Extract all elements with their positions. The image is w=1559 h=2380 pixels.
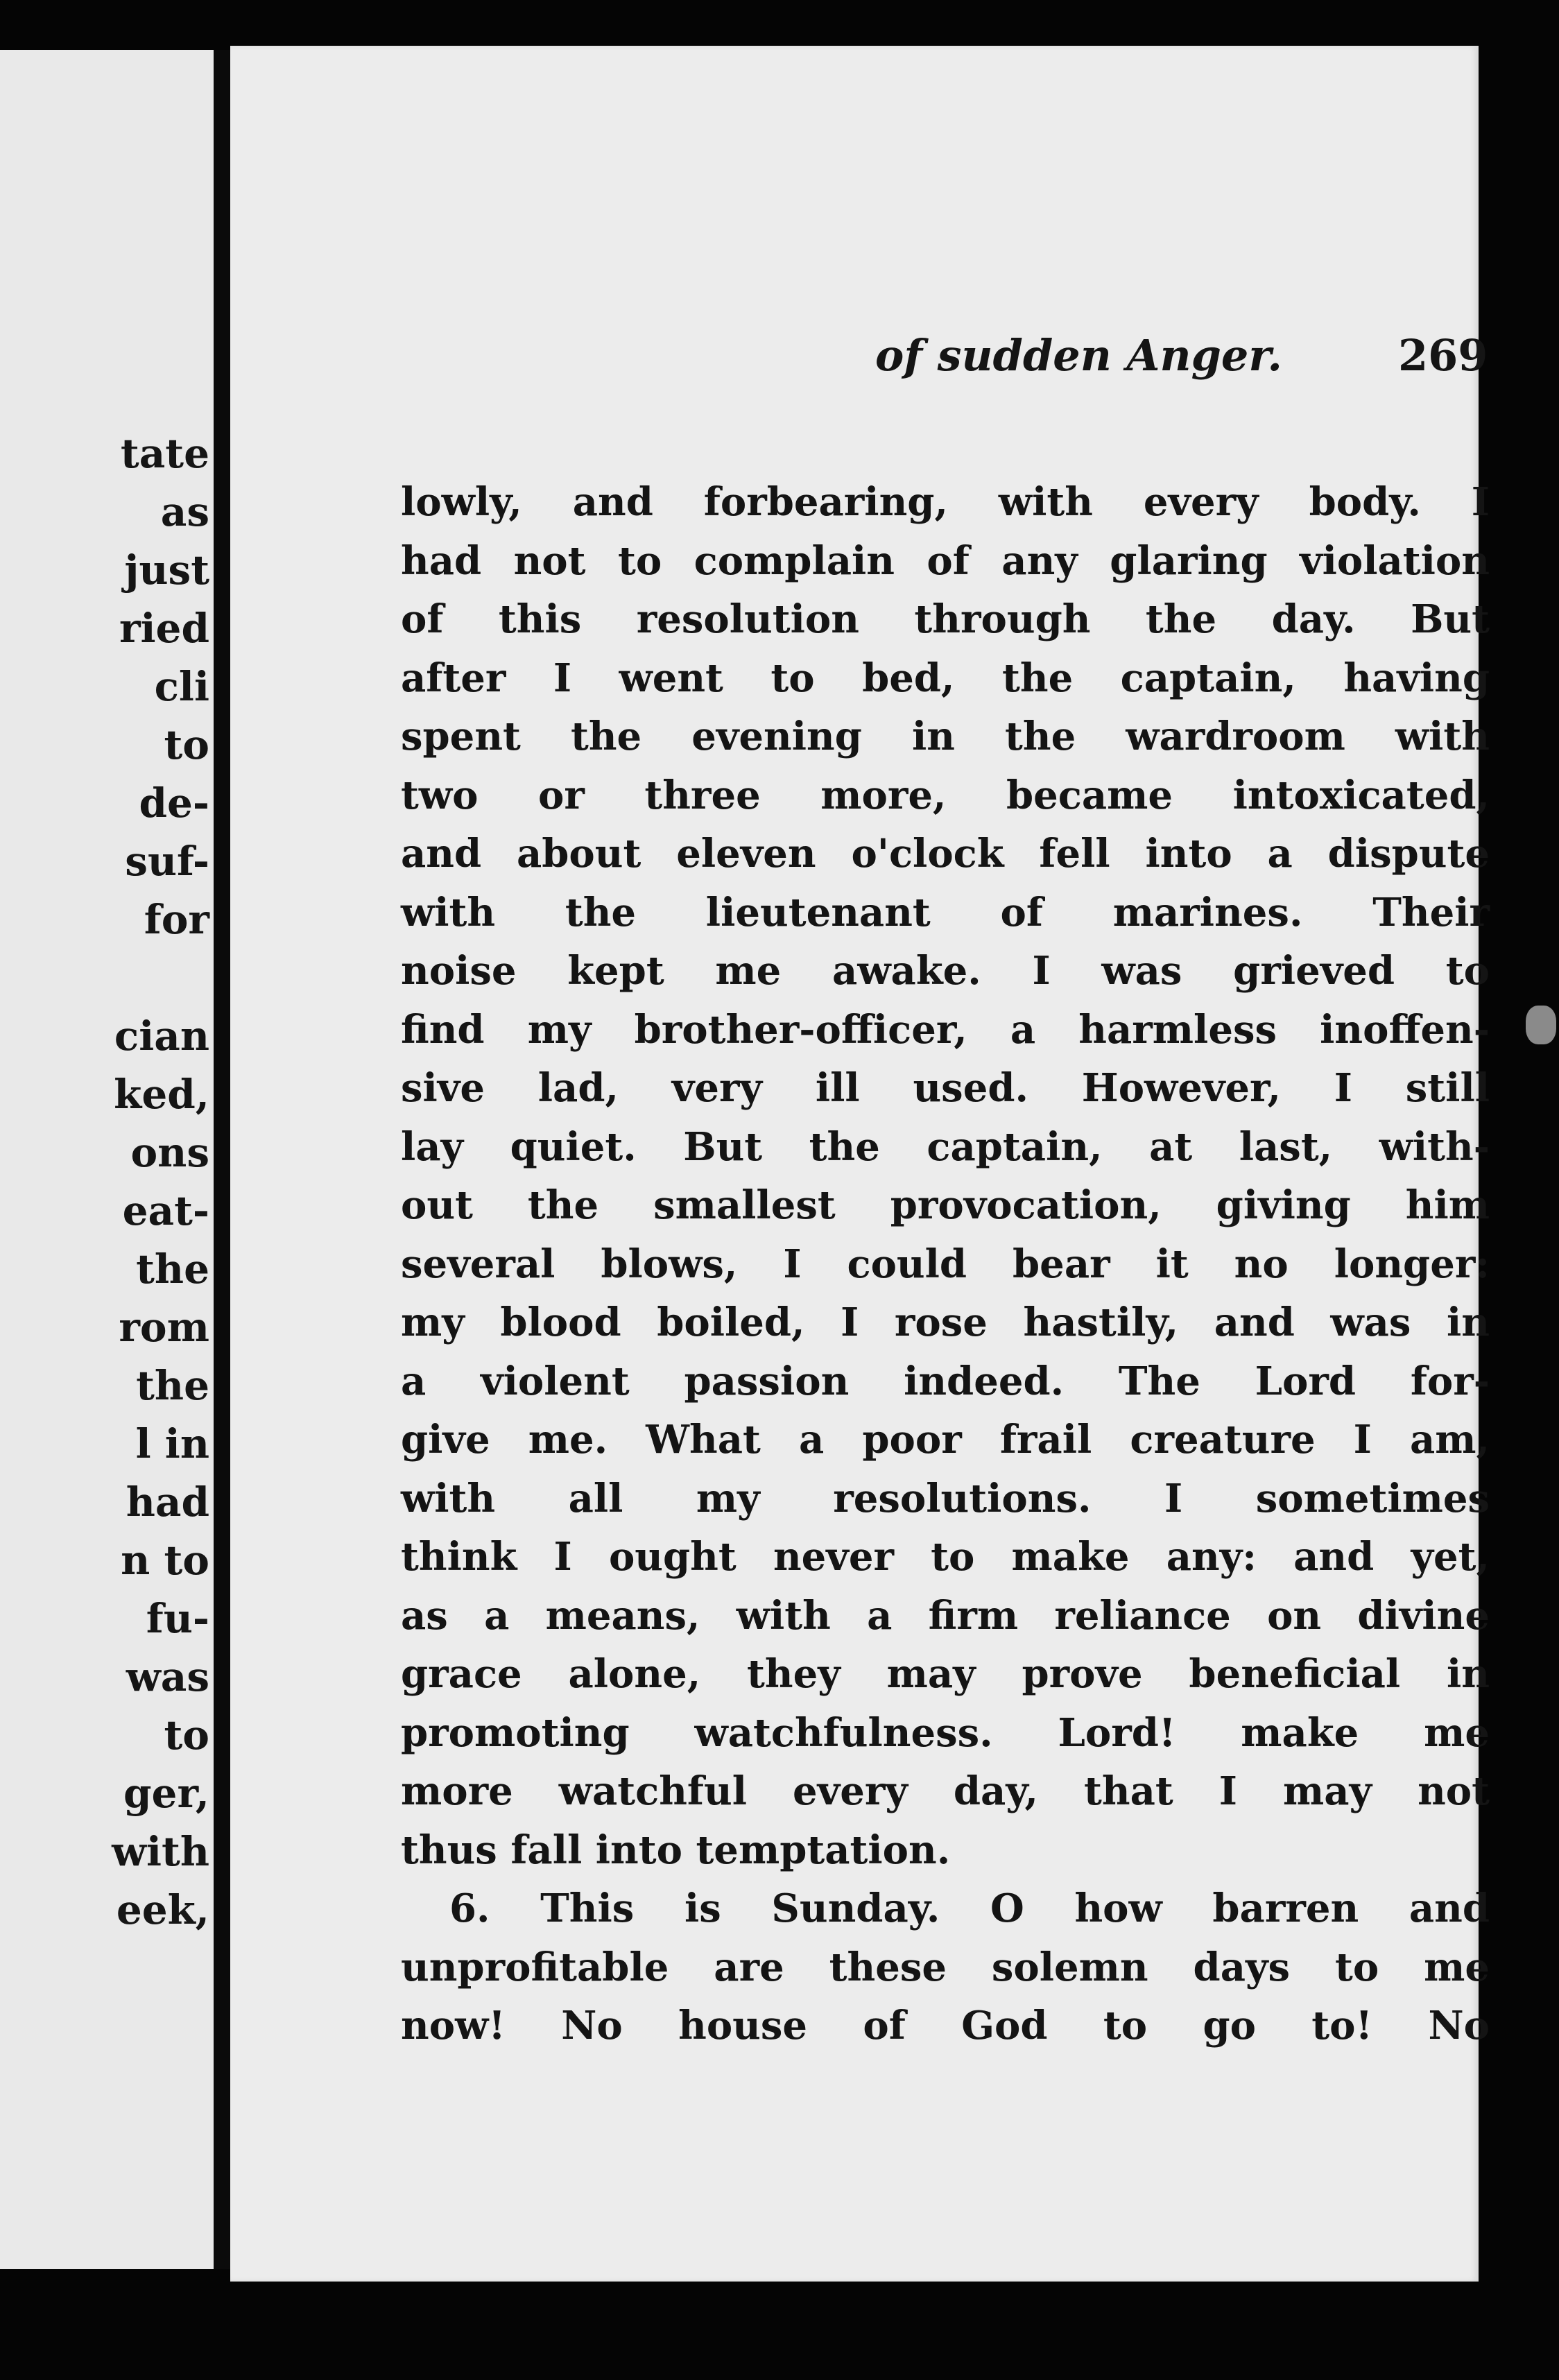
fragment-line: with [112,1828,209,1875]
fragment-line: suf- [125,838,209,885]
fragment-line: ried [119,605,209,652]
fragment-line: rom [119,1304,209,1351]
text-line: more watchful every day, that I may not [401,1768,1490,1814]
text-line: and about eleven o'clock fell into a dispute [401,831,1490,877]
text-line: lowly, and forbearing, with every body. I [401,479,1490,525]
text-line: with all my resolutions. I sometimes [401,1475,1490,1521]
fragment-line: as [160,488,209,535]
fragment-gap [1,949,209,1007]
fragment-line: ger, [123,1770,209,1817]
paragraph-end-line: thus fall into temptation. [401,1827,951,1873]
fragment-line: eat- [122,1187,209,1234]
text-line: as a means, with a firm reliance on divine [401,1592,1490,1639]
running-head [397,330,1488,399]
fragment-line: ked, [114,1071,209,1118]
page-number: 269 [1398,330,1488,381]
fragment-line: the [136,1245,209,1293]
text-line: unprofitable are these solemn days to me [401,1944,1490,1990]
previous-page [0,50,214,2269]
fragment-line: cli [154,663,209,710]
fragment-line: just [124,546,209,594]
fragment-line: fu- [146,1595,209,1642]
text-line: several blows, I could bear it no longer: [401,1241,1490,1287]
fragment-line: the [136,1362,209,1409]
text-line: after I went to bed, the captain, having [401,655,1490,701]
text-line: find my brother-officer, a harmless inoffen- [401,1006,1490,1053]
running-title: of sudden Anger. [875,330,1282,381]
text-line: a violent passion indeed. The Lord for- [401,1358,1490,1404]
fragment-line: cian [114,1012,209,1060]
fragment-line: had [126,1478,209,1526]
paragraph-start-line: 6. This is Sunday. O how barren and [449,1886,1490,1931]
text-line: of this resolution through the day. But [401,596,1490,642]
fragment-line: for [144,896,209,943]
text-line: my blood boiled, I rose hastily, and was in [401,1300,1490,1345]
current-page [230,46,1490,2282]
body-text [401,473,1490,2055]
previous-page-text [1,424,209,1939]
fragment-line: de- [139,779,209,827]
fragment-line: was [126,1653,209,1700]
text-line: sive lad, very ill used. However, I still [401,1065,1490,1111]
text-line: had not to complain of any glaring violation [401,537,1490,584]
fragment-line: eek, [116,1886,209,1933]
text-line: grace alone, they may prove beneficial in [401,1651,1490,1697]
text-line: two or three more, became intoxicated, [401,772,1490,818]
fragment-line: to [164,1711,209,1759]
text-line: now! No house of God to go to! No [401,2003,1490,2049]
text-line: with the lieutenant of marines. Their [401,889,1490,935]
text-line: lay quiet. But the captain, at last, with- [401,1123,1490,1170]
text-line: out the smallest provocation, giving him [401,1182,1490,1228]
fragment-line: tate [120,430,209,477]
text-line: noise kept me awake. I was grieved to [401,948,1490,994]
text-line: give me. What a poor frail creature I am, [401,1417,1490,1463]
text-line: think I ought never to make any: and yet, [401,1534,1490,1580]
fragment-line: ons [130,1129,209,1176]
fragment-line: n to [121,1537,209,1584]
fragment-line: l in [135,1420,209,1467]
scan-speck [1526,1006,1556,1044]
fragment-line: to [164,721,209,768]
book-gutter [214,50,230,2269]
text-line: spent the evening in the wardroom with [401,714,1490,759]
text-line: promoting watchfulness. Lord! make me [401,1709,1490,1756]
